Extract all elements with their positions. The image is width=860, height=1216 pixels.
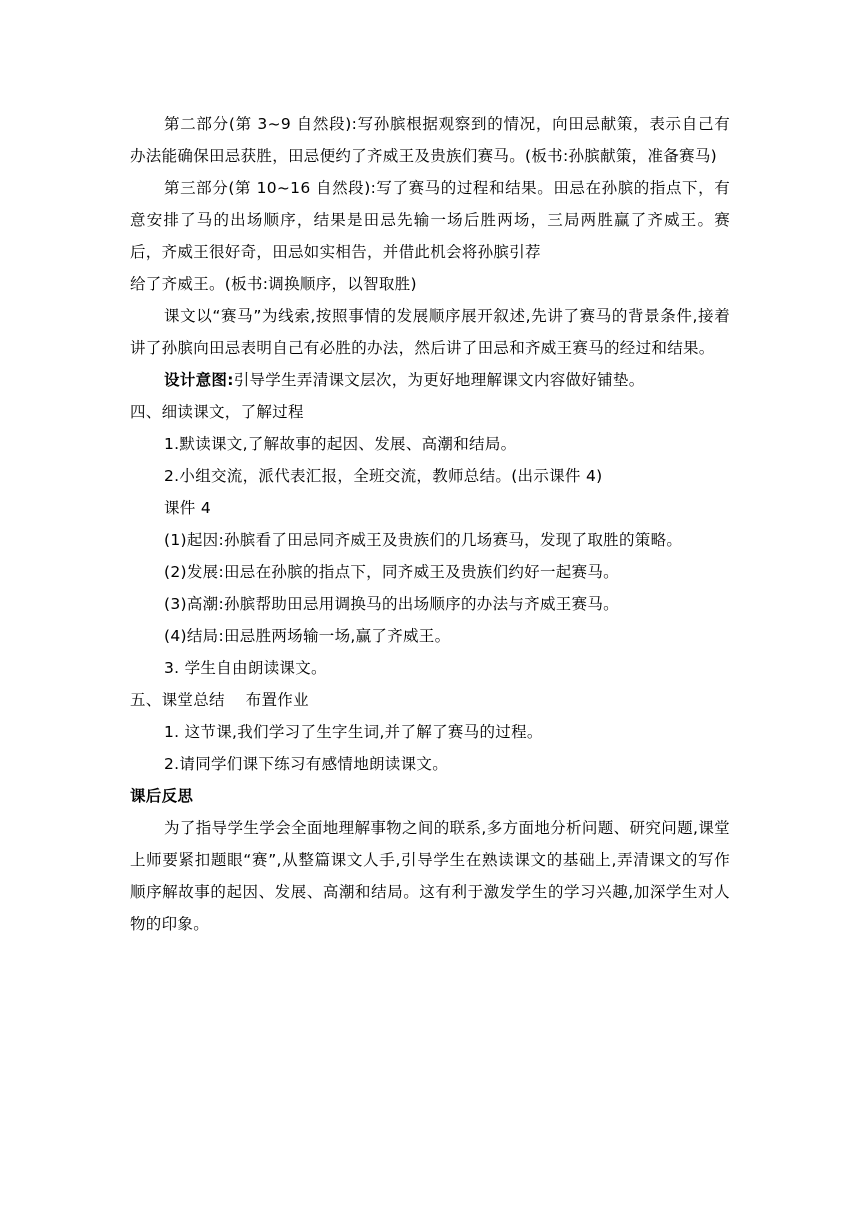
reflection-heading: 课后反思 (130, 787, 194, 805)
section-four-item: 3. 学生自由朗读课文。 (164, 659, 327, 677)
courseware-label: 课件 4 (164, 499, 211, 517)
part-three-paragraph (130, 172, 730, 268)
part-two-paragraph: 第二部分(第 3~9 自然段):写孙膑根据观察到的情况，向田忌献策，表示自己有办法能确保田忌获胜，田忌便约了齐威王及贵族们赛马。(板书:孙膑献策，准备赛马) (130, 115, 730, 165)
section-five-heading: 五、课堂总结 布置作业 (130, 691, 309, 709)
section-four-item: 2.小组交流，派代表汇报，全班交流，教师总结。(出示课件 4) (164, 467, 603, 485)
part-three-text: 第三部分(第 10~16 自然段):写了赛马的过程和结果。田忌在孙膑的指点下，有意安排了马的出场顺序，结果是田忌先输一场后胜两场，三局两胜赢了齐威王。赛后，齐威王很好奇，田忌如实相告，并借此机会将孙膑引荐 (130, 179, 730, 261)
design-intent-paragraph (130, 364, 730, 396)
section-four-item: 1.默读课文,了解故事的起因、发展、高潮和结局。 (164, 435, 517, 453)
process-item-ending: (4)结局:田忌胜两场输一场,赢了齐威王。 (164, 627, 451, 645)
process-item-development: (2)发展:田忌在孙膑的指点下，同齐威王及贵族们约好一起赛马。 (164, 563, 619, 581)
reflection-paragraph: 为了指导学生学会全面地理解事物之间的联系,多方面地分析问题、研究问题,课堂上师要紧扣题眼“赛”,从整篇课文人手,引导学生在熟读课文的基础上,弄清课文的写作顺序解故事的起因、发展、高潮和结局。这有利于激发学生的学习兴趣,加深学生对人物的印象。 (130, 819, 730, 933)
design-intent-text: 引导学生弄清课文层次，为更好地理解课文内容做好铺垫。 (233, 371, 645, 389)
summary-paragraph: 课文以“赛马”为线索,按照事情的发展顺序展开叙述,先讲了赛马的背景条件,接着讲了孙膑向田忌表明自己有必胜的办法，然后讲了田忌和齐威王赛马的经过和结果。 (130, 307, 730, 357)
process-item-climax: (3)高潮:孙膑帮助田忌用调换马的出场顺序的办法与齐威王赛马。 (164, 595, 619, 613)
section-five-item: 2.请同学们课下练习有感情地朗读课文。 (164, 755, 448, 773)
document-body (130, 108, 730, 940)
section-four-heading: 四、细读课文，了解过程 (130, 403, 304, 421)
design-intent-label: 设计意图: (164, 371, 234, 389)
process-item-cause: (1)起因:孙膑看了田忌同齐威王及贵族们的几场赛马，发现了取胜的策略。 (164, 531, 683, 549)
section-five-item: 1. 这节课,我们学习了生字生词,并了解了赛马的过程。 (164, 723, 543, 741)
part-three-continuation: 给了齐威王。(板书:调换顺序，以智取胜) (130, 275, 417, 293)
